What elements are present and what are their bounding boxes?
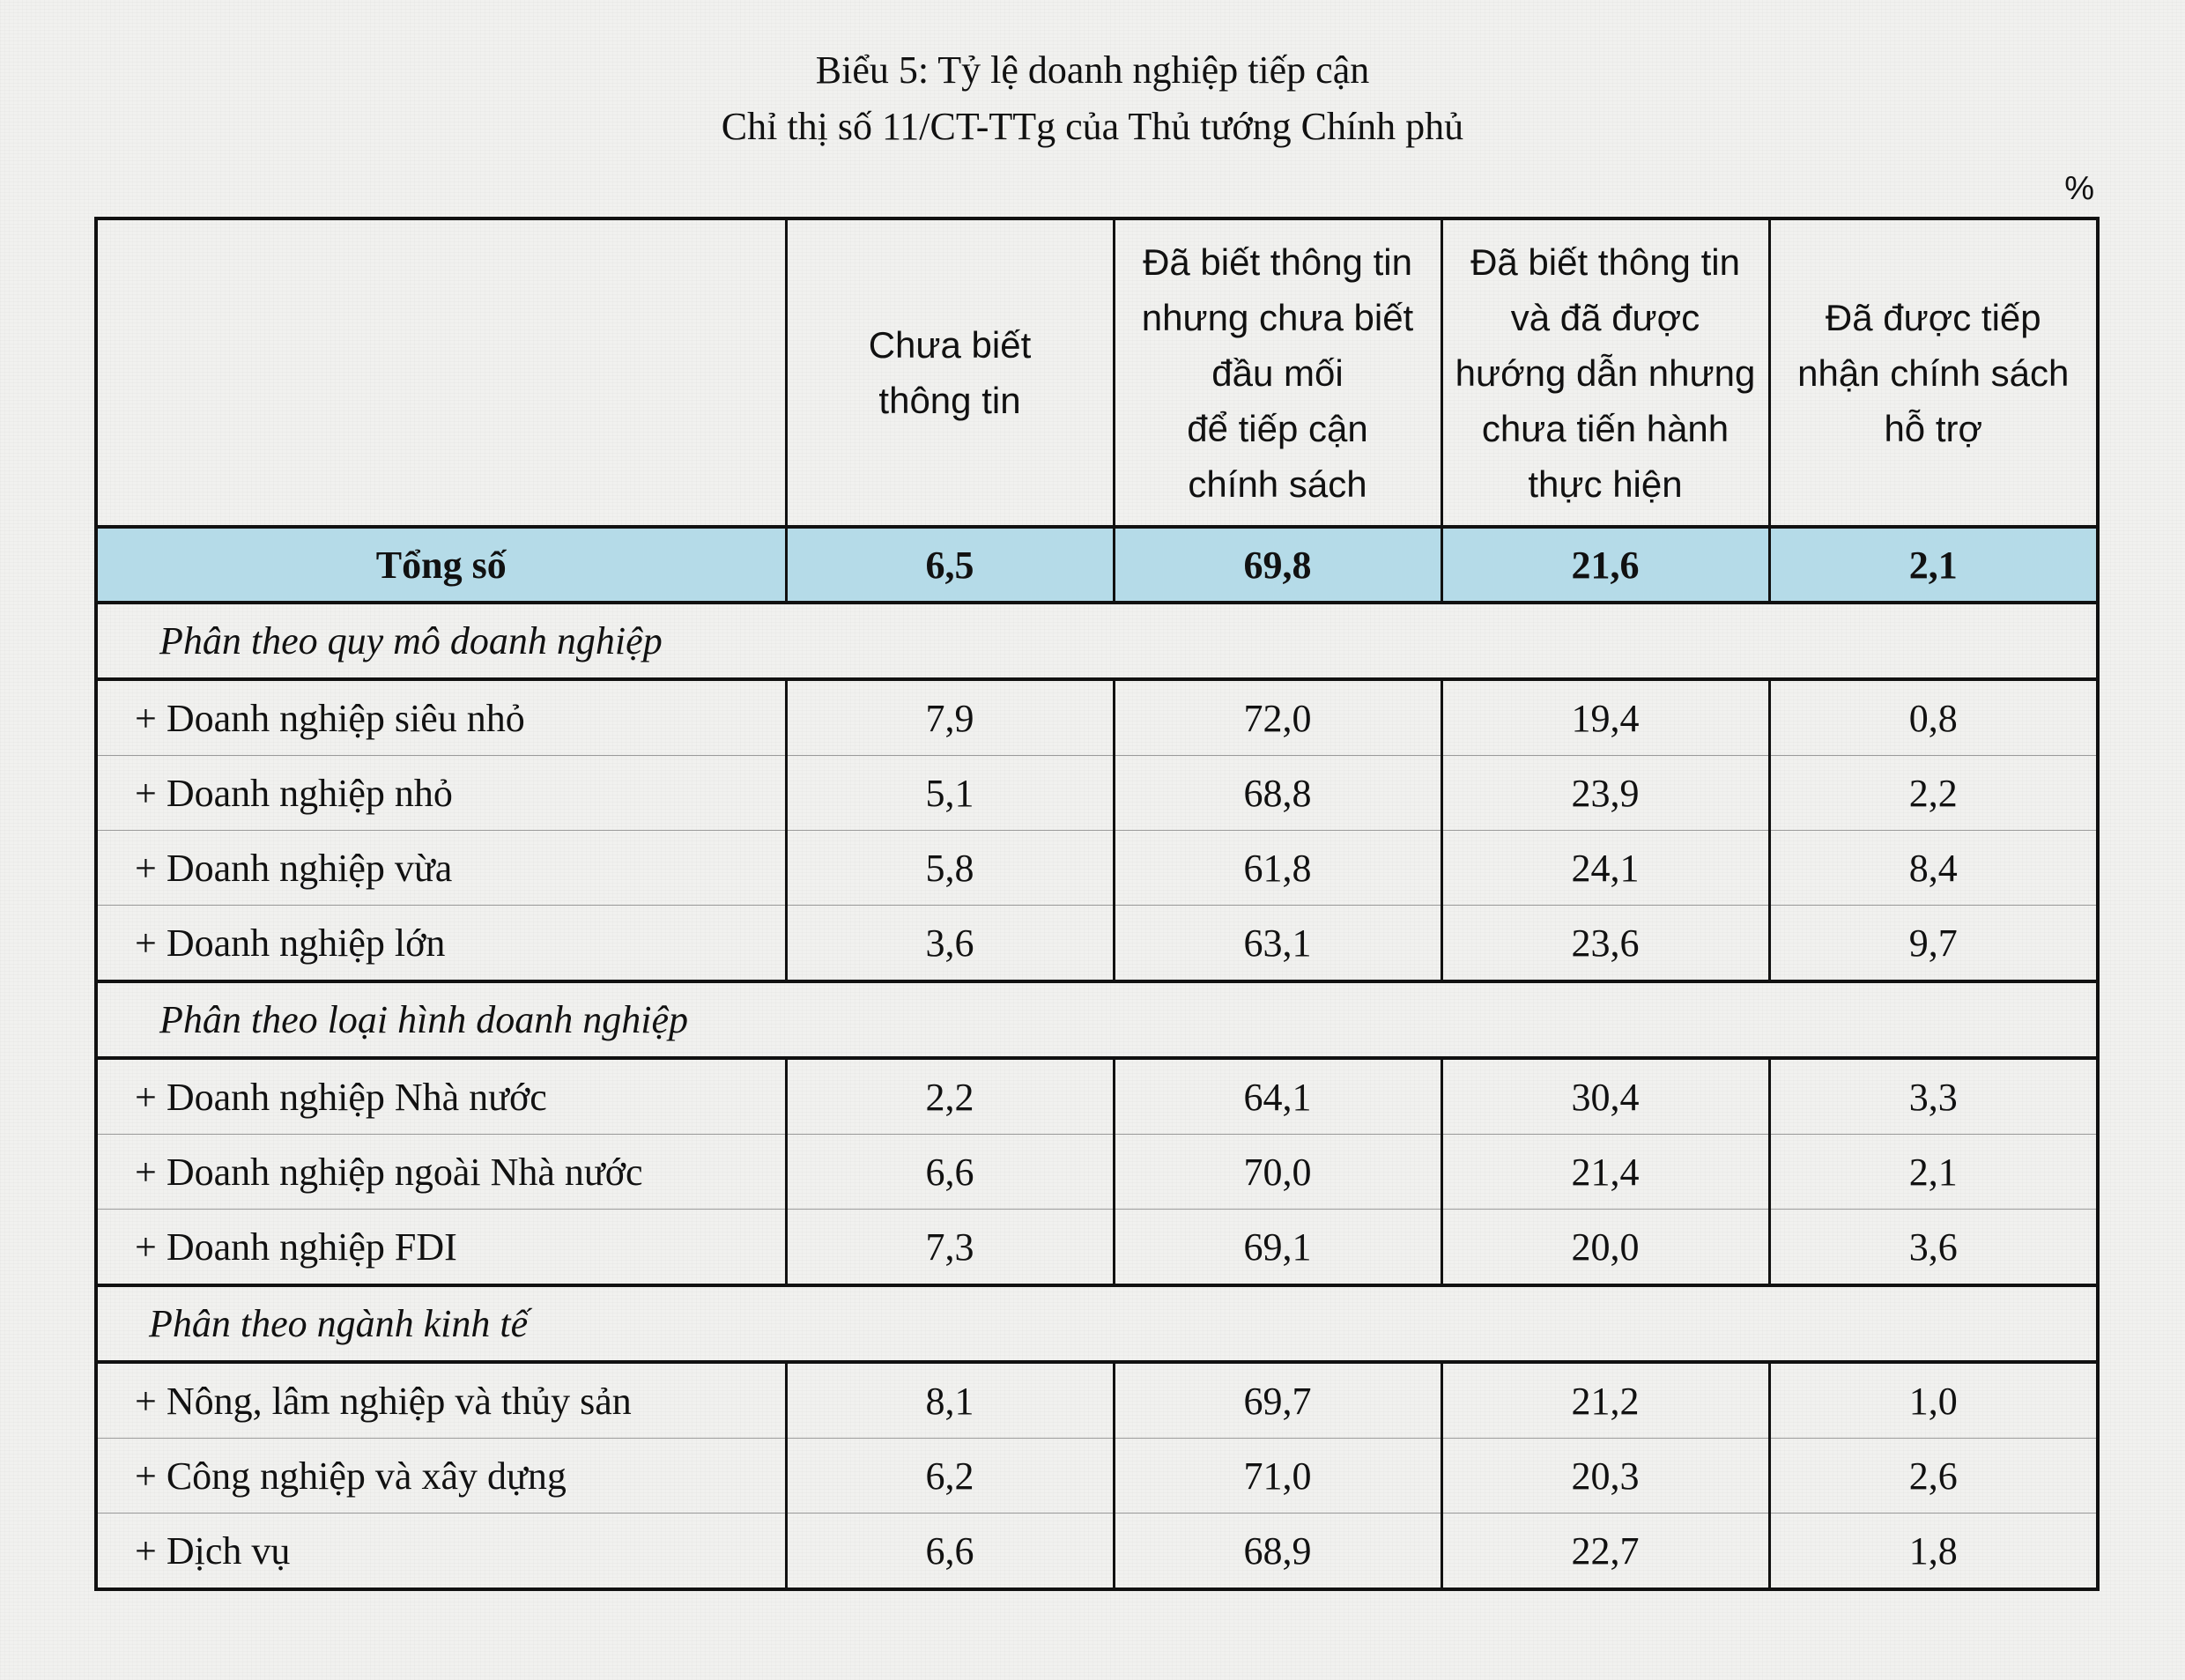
cell-value: 68,8 bbox=[1114, 756, 1441, 831]
cell-value: 30,4 bbox=[1441, 1058, 1769, 1135]
header-corner-cell bbox=[96, 218, 786, 527]
table-title: Biểu 5: Tỷ lệ doanh nghiệp tiếp cận bbox=[815, 48, 1370, 92]
data-table bbox=[94, 217, 2100, 1591]
cell-value: 2,2 bbox=[1769, 756, 2098, 831]
row-label: + Công nghiệp và xây dựng bbox=[96, 1439, 786, 1513]
header-row bbox=[96, 218, 2098, 527]
cell-value: 21,2 bbox=[1441, 1362, 1769, 1439]
cell-value: 63,1 bbox=[1114, 906, 1441, 982]
cell-value: 2,2 bbox=[786, 1058, 1114, 1135]
cell-value: 6,2 bbox=[786, 1439, 1114, 1513]
section-title: Phân theo ngành kinh tế bbox=[96, 1285, 2098, 1362]
cell-value: 64,1 bbox=[1114, 1058, 1441, 1135]
total-row bbox=[96, 527, 2098, 603]
cell-value: 20,3 bbox=[1441, 1439, 1769, 1513]
cell-value: 3,3 bbox=[1769, 1058, 2098, 1135]
table-row bbox=[96, 1135, 2098, 1210]
column-header-not-informed: Chưa biết thông tin bbox=[786, 218, 1114, 527]
table-row bbox=[96, 1210, 2098, 1286]
cell-value: 69,7 bbox=[1114, 1362, 1441, 1439]
row-label: + Doanh nghiệp siêu nhỏ bbox=[96, 679, 786, 756]
table-row bbox=[96, 756, 2098, 831]
cell-value: 0,8 bbox=[1769, 679, 2098, 756]
cell-value: 7,9 bbox=[786, 679, 1114, 756]
table-row bbox=[96, 831, 2098, 906]
column-header-received-support: Đã được tiếp nhận chính sách hỗ trợ bbox=[1769, 218, 2098, 527]
cell-value: 21,4 bbox=[1441, 1135, 1769, 1210]
cell-value: 6,6 bbox=[786, 1135, 1114, 1210]
row-label: + Doanh nghiệp ngoài Nhà nước bbox=[96, 1135, 786, 1210]
total-value: 6,5 bbox=[786, 527, 1114, 603]
cell-value: 9,7 bbox=[1769, 906, 2098, 982]
total-value: 69,8 bbox=[1114, 527, 1441, 603]
cell-value: 5,1 bbox=[786, 756, 1114, 831]
total-value: 21,6 bbox=[1441, 527, 1769, 603]
cell-value: 24,1 bbox=[1441, 831, 1769, 906]
cell-value: 23,6 bbox=[1441, 906, 1769, 982]
cell-value: 3,6 bbox=[786, 906, 1114, 982]
table-row bbox=[96, 1513, 2098, 1590]
cell-value: 70,0 bbox=[1114, 1135, 1441, 1210]
total-value: 2,1 bbox=[1769, 527, 2098, 603]
cell-value: 72,0 bbox=[1114, 679, 1441, 756]
table-row bbox=[96, 679, 2098, 756]
cell-value: 20,0 bbox=[1441, 1210, 1769, 1286]
row-label: + Doanh nghiệp vừa bbox=[96, 831, 786, 906]
section-title: Phân theo loại hình doanh nghiệp bbox=[96, 981, 2098, 1058]
column-header-guided-not-implemented: Đã biết thông tin và đã được hướng dẫn nhưng chưa tiến hành thực hiện bbox=[1441, 218, 1769, 527]
unit-label: % bbox=[2064, 170, 2094, 207]
cell-value: 8,1 bbox=[786, 1362, 1114, 1439]
row-label: + Doanh nghiệp nhỏ bbox=[96, 756, 786, 831]
section-header-row bbox=[96, 603, 2098, 679]
table-row bbox=[96, 1439, 2098, 1513]
cell-value: 8,4 bbox=[1769, 831, 2098, 906]
row-label: + Dịch vụ bbox=[96, 1513, 786, 1590]
table-row bbox=[96, 1362, 2098, 1439]
cell-value: 1,8 bbox=[1769, 1513, 2098, 1590]
cell-value: 19,4 bbox=[1441, 679, 1769, 756]
cell-value: 69,1 bbox=[1114, 1210, 1441, 1286]
row-label: + Doanh nghiệp lớn bbox=[96, 906, 786, 982]
table-subtitle: Chỉ thị số 11/CT-TTg của Thủ tướng Chính phủ bbox=[721, 105, 1464, 148]
cell-value: 2,6 bbox=[1769, 1439, 2098, 1513]
column-header-informed-no-contact: Đã biết thông tin nhưng chưa biết đầu mối để tiếp cận chính sách bbox=[1114, 218, 1441, 527]
row-label: + Doanh nghiệp FDI bbox=[96, 1210, 786, 1286]
section-header-row bbox=[96, 981, 2098, 1058]
cell-value: 3,6 bbox=[1769, 1210, 2098, 1286]
cell-value: 7,3 bbox=[786, 1210, 1114, 1286]
section-title: Phân theo quy mô doanh nghiệp bbox=[96, 603, 2098, 679]
cell-value: 68,9 bbox=[1114, 1513, 1441, 1590]
cell-value: 2,1 bbox=[1769, 1135, 2098, 1210]
cell-value: 1,0 bbox=[1769, 1362, 2098, 1439]
section-header-row bbox=[96, 1285, 2098, 1362]
table-row bbox=[96, 906, 2098, 982]
cell-value: 5,8 bbox=[786, 831, 1114, 906]
row-label: + Nông, lâm nghiệp và thủy sản bbox=[96, 1362, 786, 1439]
cell-value: 22,7 bbox=[1441, 1513, 1769, 1590]
cell-value: 6,6 bbox=[786, 1513, 1114, 1590]
cell-value: 71,0 bbox=[1114, 1439, 1441, 1513]
row-label: + Doanh nghiệp Nhà nước bbox=[96, 1058, 786, 1135]
cell-value: 23,9 bbox=[1441, 756, 1769, 831]
cell-value: 61,8 bbox=[1114, 831, 1441, 906]
total-label: Tổng số bbox=[96, 527, 786, 603]
table-row bbox=[96, 1058, 2098, 1135]
